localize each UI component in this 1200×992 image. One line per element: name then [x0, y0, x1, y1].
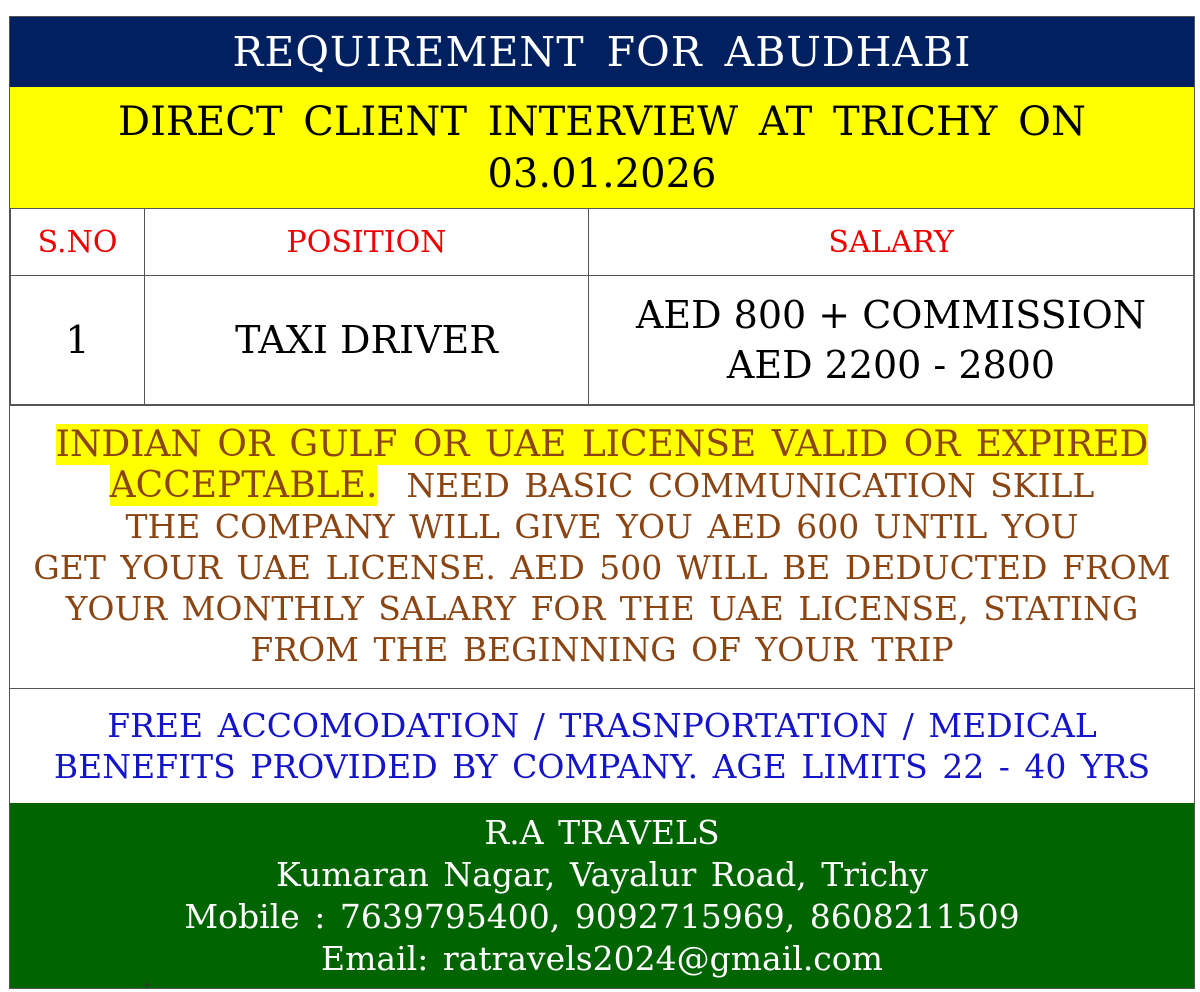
- plus-mark-icon: +: [142, 978, 153, 992]
- cell-salary: [589, 276, 1194, 405]
- interview-banner: [10, 87, 1194, 208]
- company-address: Kumaran Nagar, Vayalur Road, Trichy: [276, 854, 928, 894]
- title-text: REQUIREMENT FOR ABUDHABI: [232, 28, 972, 76]
- note-line: THE COMPANY WILL GIVE YOU AED 600 UNTIL YOU: [125, 507, 1079, 546]
- note-line: GET YOUR UAE LICENSE. AED 500 WILL BE DEDUCTED FROM: [33, 548, 1171, 587]
- salary-range: AED 2200 - 2800: [726, 343, 1056, 387]
- benefits-line: FREE ACCOMODATION / TRASNPORTATION / MEDICAL: [107, 706, 1097, 745]
- job-poster: [9, 16, 1195, 989]
- company-name: R.A TRAVELS: [484, 812, 720, 852]
- column-header-salary: SALARY: [589, 209, 1194, 276]
- column-header-sno: S.NO: [11, 209, 145, 276]
- company-email: Email: ratravels2024@gmail.com: [321, 938, 883, 978]
- cell-sno: 1: [11, 276, 145, 405]
- license-highlight: INDIAN OR GULF OR UAE LICENSE VALID OR EXPIRED: [55, 424, 1149, 465]
- contact-footer: [10, 803, 1194, 988]
- column-header-position: POSITION: [145, 209, 589, 276]
- benefits-section: [10, 688, 1194, 803]
- company-mobile: Mobile : 7639795400, 9092715969, 8608211509: [184, 896, 1020, 936]
- salary-base: AED 800 + COMMISSION: [635, 293, 1147, 337]
- communication-note: NEED BASIC COMMUNICATION SKILL: [406, 466, 1095, 505]
- license-notes: [10, 405, 1194, 688]
- interview-date: 03.01.2026: [487, 150, 717, 197]
- interview-line: DIRECT CLIENT INTERVIEW AT TRICHY ON: [118, 98, 1086, 145]
- cell-position: TAXI DRIVER: [145, 276, 589, 405]
- table-header-row: [11, 209, 1194, 276]
- note-line: YOUR MONTHLY SALARY FOR THE UAE LICENSE, STATING: [65, 589, 1139, 628]
- table-row: [11, 276, 1194, 405]
- benefits-line: BENEFITS PROVIDED BY COMPANY. AGE LIMITS 22 - 40 YRS: [53, 747, 1151, 786]
- acceptable-highlight: ACCEPTABLE.: [109, 465, 378, 506]
- positions-table: [10, 208, 1194, 405]
- poster-title: [10, 17, 1194, 87]
- note-line: FROM THE BEGINNING OF YOUR TRIP: [250, 630, 954, 669]
